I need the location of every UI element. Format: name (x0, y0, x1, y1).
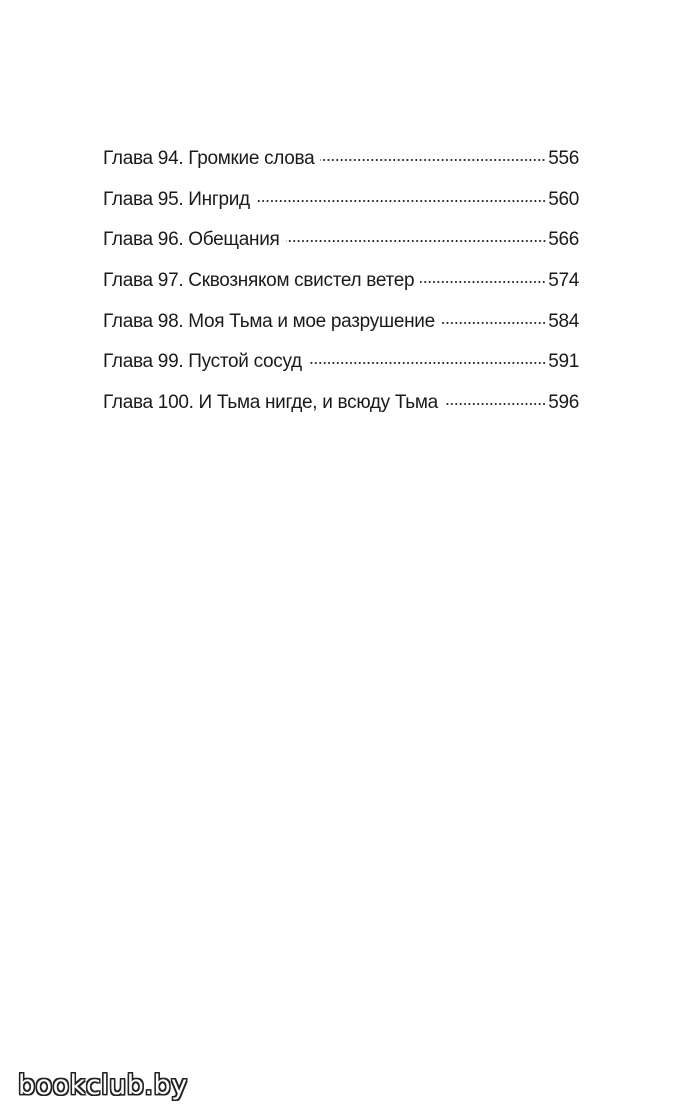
toc-entry-100 (103, 388, 579, 429)
toc-dot-leader (256, 199, 546, 203)
table-of-contents (103, 144, 579, 429)
toc-dot-leader (320, 158, 546, 162)
toc-dot-leader (441, 321, 546, 325)
toc-entry-95 (103, 185, 579, 226)
toc-entry-title: Глава 99. Пустой сосуд (103, 351, 302, 373)
toc-entry-99 (103, 347, 579, 388)
toc-entry-96 (103, 225, 579, 266)
toc-entry-page: 566 (548, 229, 579, 251)
toc-entry-page: 584 (548, 310, 579, 332)
toc-entry-title: Глава 94. Громкие слова (103, 148, 315, 169)
toc-entry-page: 591 (548, 351, 579, 373)
toc-dot-leader (420, 280, 546, 284)
toc-entry-title: Глава 98. Моя Тьма и мое разрушение (103, 310, 435, 332)
watermark-text: bookclub.by (18, 1070, 188, 1101)
toc-entry-94 (103, 144, 579, 185)
toc-entry-page: 560 (548, 188, 579, 210)
toc-entry-page: 574 (548, 270, 579, 292)
toc-entry-98 (103, 307, 579, 348)
toc-dot-leader (444, 402, 546, 406)
toc-entry-title: Глава 100. И Тьма нигде, и всюду Тьма (103, 392, 438, 414)
toc-entry-97 (103, 266, 579, 307)
toc-entry-title: Глава 95. Ингрид (103, 188, 250, 210)
toc-entry-title: Глава 97. Сквозняком свистел ветер (103, 270, 415, 292)
toc-entry-title: Глава 96. Обещания (103, 229, 280, 251)
toc-dot-leader (286, 239, 547, 243)
toc-entry-page: 596 (548, 392, 579, 414)
toc-entry-page: 556 (548, 148, 579, 169)
toc-dot-leader (308, 361, 546, 365)
